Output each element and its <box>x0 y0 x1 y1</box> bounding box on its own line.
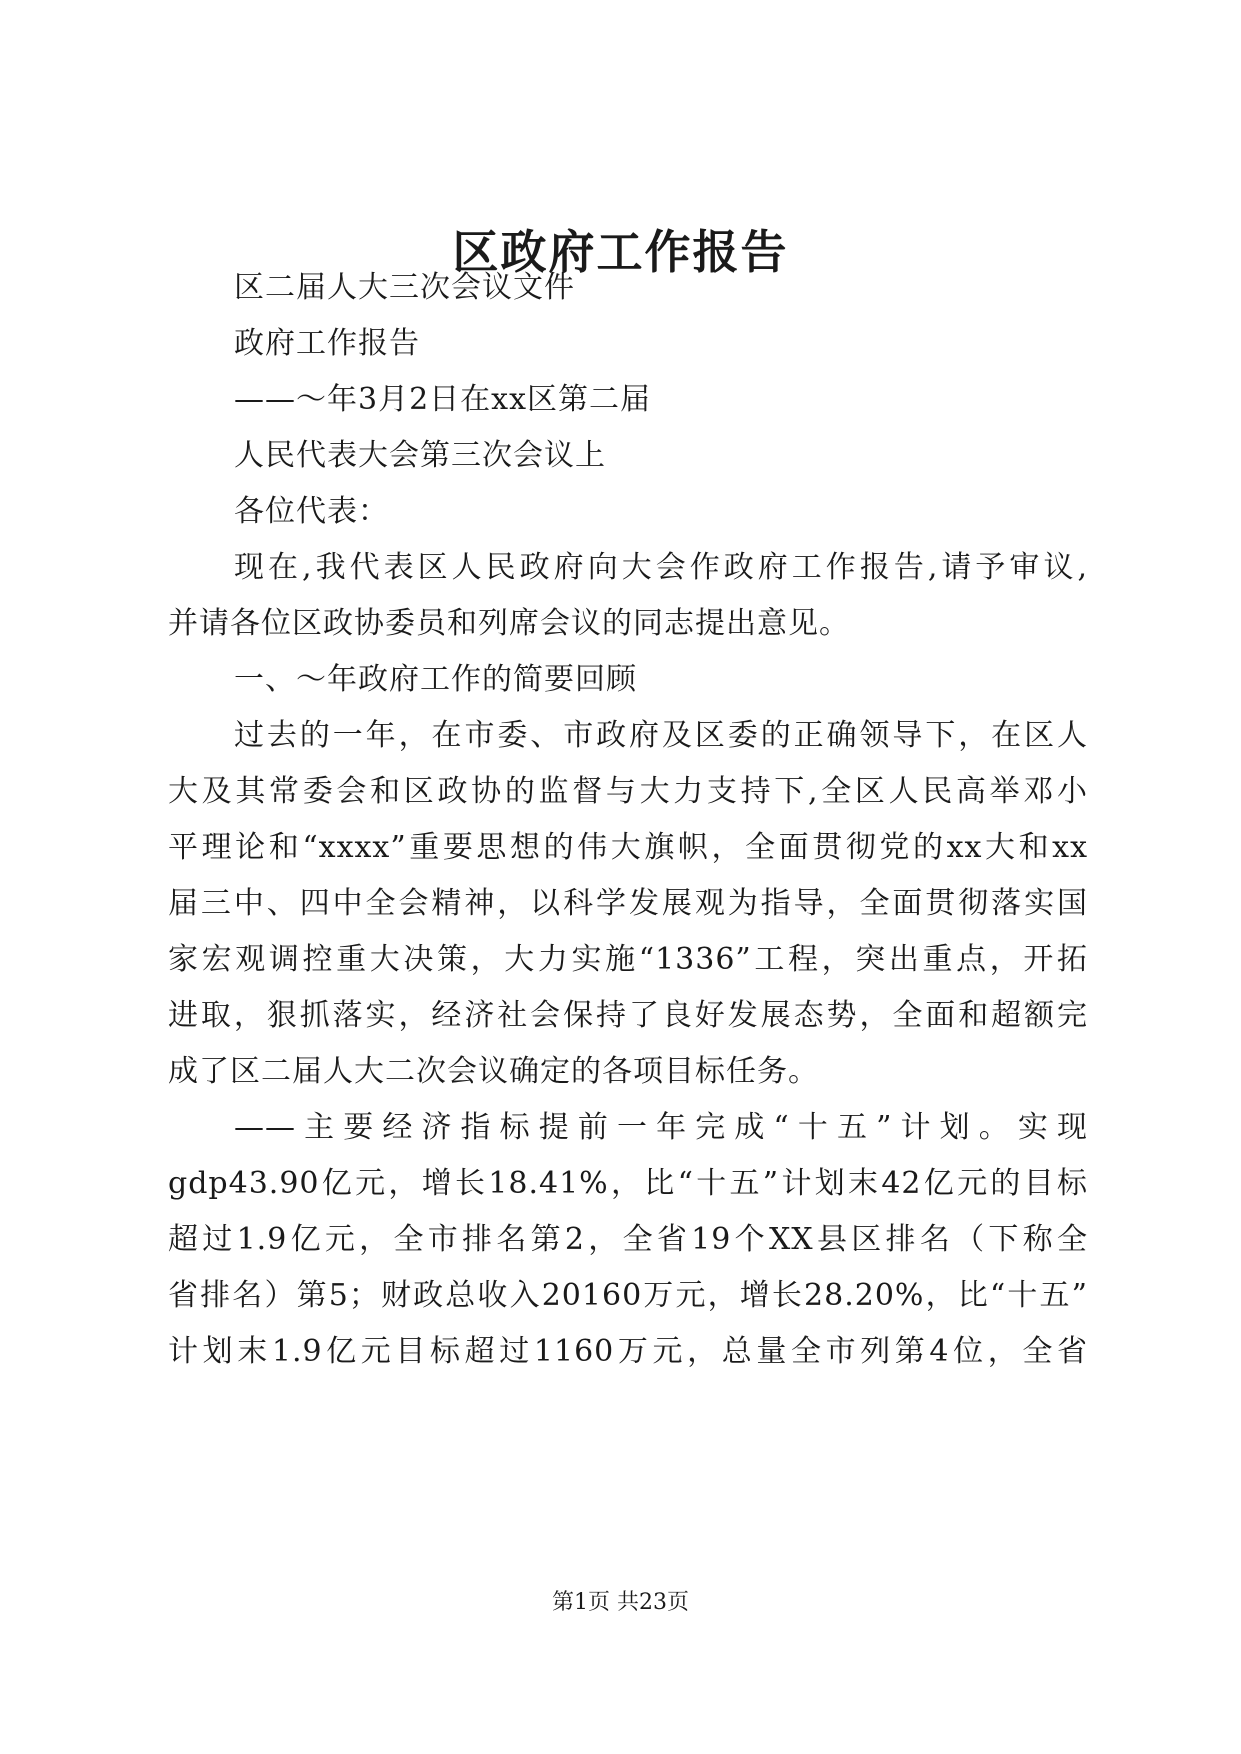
paragraph-line: 进取，狠抓落实，经济社会保持了良好发展态势，全面和超额完 <box>168 998 1088 1033</box>
paragraph-line: 省排名）第5；财政总收入20160万元，增长28.20%，比“十五” <box>168 1278 1088 1313</box>
paragraph-line: ——主要经济指标提前一年完成“十五”计划。实现 <box>234 1110 1088 1145</box>
paragraph-line: gdp43.90亿元，增长18.41%，比“十五”计划末42亿元的目标 <box>168 1166 1088 1201</box>
paragraph-line: 计划末1.9亿元目标超过1160万元，总量全市列第4位，全省 <box>168 1334 1088 1369</box>
meeting-file-line: 区二届人大三次会议文件 <box>234 270 575 305</box>
paragraph-line: 家宏观调控重大决策，大力实施“1336”工程，突出重点，开拓 <box>168 942 1088 977</box>
paragraph-line: 成了区二届人大二次会议确定的各项目标任务。 <box>168 1054 819 1089</box>
section-heading: 一、～年政府工作的简要回顾 <box>234 662 637 697</box>
paragraph-line: 届三中、四中全会精神，以科学发展观为指导，全面贯彻落实国 <box>168 886 1088 921</box>
paragraph-line: 过去的一年，在市委、市政府及区委的正确领导下，在区人 <box>234 718 1088 753</box>
salutation-line: 各位代表： <box>234 494 389 529</box>
paragraph-line: 大及其常委会和区政协的监督与大力支持下,全区人民高举邓小 <box>168 774 1088 809</box>
page-number-footer: 第1页 共23页 <box>552 1590 689 1615</box>
document-title: 区政府工作报告 <box>452 225 789 279</box>
paragraph-line: 并请各位区政协委员和列席会议的同志提出意见。 <box>168 606 850 641</box>
congress-line: 人民代表大会第三次会议上 <box>234 438 606 473</box>
paragraph-line: 平理论和“xxxx”重要思想的伟大旗帜，全面贯彻党的xx大和xx <box>168 830 1088 865</box>
date-line: ——～年3月2日在xx区第二届 <box>234 382 652 417</box>
paragraph-line: 现在,我代表区人民政府向大会作政府工作报告,请予审议, <box>234 550 1088 585</box>
paragraph-line: 超过1.9亿元，全市排名第2，全省19个XX县区排名（下称全 <box>168 1222 1088 1257</box>
report-subtitle-line: 政府工作报告 <box>234 326 420 361</box>
